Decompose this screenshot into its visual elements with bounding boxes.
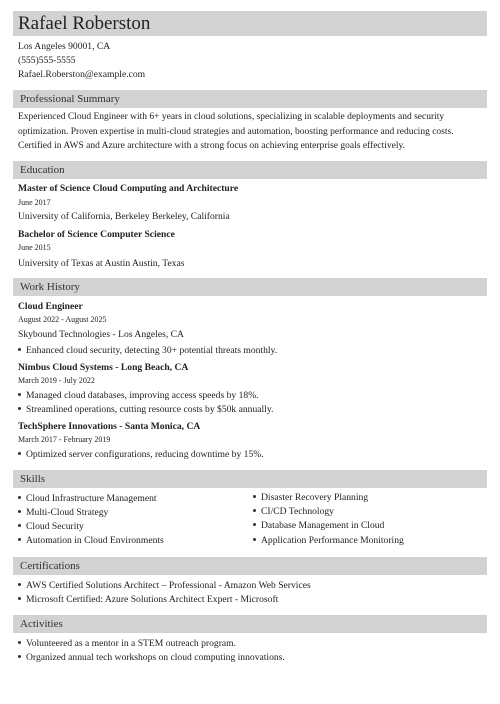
contact-phone: (555)555-5555	[18, 55, 76, 66]
job-company: Skybound Technologies - Los Angeles, CA	[18, 329, 184, 340]
bullet-icon	[18, 407, 21, 410]
skill-item: CI/CD Technology	[253, 505, 334, 518]
bullet-icon	[253, 509, 256, 512]
bullet-icon	[18, 452, 21, 455]
certification-item: AWS Certified Solutions Architect – Professional - Amazon Web Services	[18, 579, 311, 592]
job-bullet: Streamlined operations, cutting resource costs by $50k annually.	[18, 403, 273, 416]
activity-item: Organized annual tech workshops on cloud computing innovations.	[18, 651, 285, 664]
education-degree: Bachelor of Science Computer Science	[18, 229, 175, 240]
skill-item: Cloud Infrastructure Management	[18, 492, 157, 505]
candidate-name: Rafael Roberston	[18, 13, 151, 34]
bullet-icon	[18, 496, 21, 499]
job-title: TechSphere Innovations - Santa Monica, CA	[18, 421, 201, 432]
activities-section-title: Activities	[20, 618, 63, 630]
skill-item: Cloud Security	[18, 520, 84, 533]
bullet-icon	[18, 524, 21, 527]
skills-section-title: Skills	[20, 473, 46, 485]
bullet-icon	[18, 510, 21, 513]
bullet-icon	[18, 597, 21, 600]
activity-item: Volunteered as a mentor in a STEM outreach program.	[18, 637, 236, 650]
certification-item: Microsoft Certified: Azure Solutions Architect Expert - Microsoft	[18, 593, 278, 606]
skill-item: Application Performance Monitoring	[253, 534, 404, 547]
bullet-icon	[18, 538, 21, 541]
job-dates: August 2022 - August 2025	[18, 315, 107, 324]
activities-section-bar	[13, 615, 487, 633]
work-section-bar	[13, 278, 487, 296]
education-date: June 2015	[18, 243, 51, 252]
skill-item: Multi-Cloud Strategy	[18, 506, 108, 519]
certifications-section-bar	[13, 557, 487, 575]
summary-section-title: Professional Summary	[20, 93, 120, 105]
skill-item: Database Management in Cloud	[253, 519, 384, 532]
education-school: University of Texas at Austin Austin, Texas	[18, 258, 185, 269]
education-degree: Master of Science Cloud Computing and Architecture	[18, 183, 239, 194]
education-section-title: Education	[20, 164, 65, 176]
bullet-icon	[18, 583, 21, 586]
contact-address: Los Angeles 90001, CA	[18, 41, 111, 52]
job-dates: March 2017 - February 2019	[18, 435, 111, 444]
skill-item: Disaster Recovery Planning	[253, 491, 368, 504]
education-school: University of California, Berkeley Berkeley, California	[18, 211, 230, 222]
skill-item: Automation in Cloud Environments	[18, 534, 164, 547]
bullet-icon	[18, 641, 21, 644]
bullet-icon	[18, 348, 21, 351]
contact-email[interactable]: Rafael.Roberston@example.com	[18, 69, 146, 80]
bullet-icon	[253, 523, 256, 526]
job-dates: March 2019 - July 2022	[18, 376, 95, 385]
bullet-icon	[18, 655, 21, 658]
job-title: Cloud Engineer	[18, 301, 83, 312]
job-bullet: Managed cloud databases, improving access speeds by 18%.	[18, 389, 259, 402]
summary-text: Experienced Cloud Engineer with 6+ years in cloud solutions, specializing in scalable deployments and security optimization. Proven expertise in multi-cloud strategies and automation, boosting performance and reducing costs. Certified in AWS and Azure architecture with a strong focus on achieving enterprise goals effectively.	[18, 112, 454, 152]
skills-section-bar	[13, 470, 487, 488]
bullet-icon	[253, 495, 256, 498]
work-section-title: Work History	[20, 281, 80, 293]
certifications-section-title: Certifications	[20, 560, 80, 572]
job-bullet: Enhanced cloud security, detecting 30+ potential threats monthly.	[18, 344, 277, 357]
job-title: Nimbus Cloud Systems - Long Beach, CA	[18, 362, 189, 373]
education-date: June 2017	[18, 198, 51, 207]
education-section-bar	[13, 161, 487, 179]
bullet-icon	[253, 538, 256, 541]
bullet-icon	[18, 393, 21, 396]
job-bullet: Optimized server configurations, reducing downtime by 15%.	[18, 448, 264, 461]
